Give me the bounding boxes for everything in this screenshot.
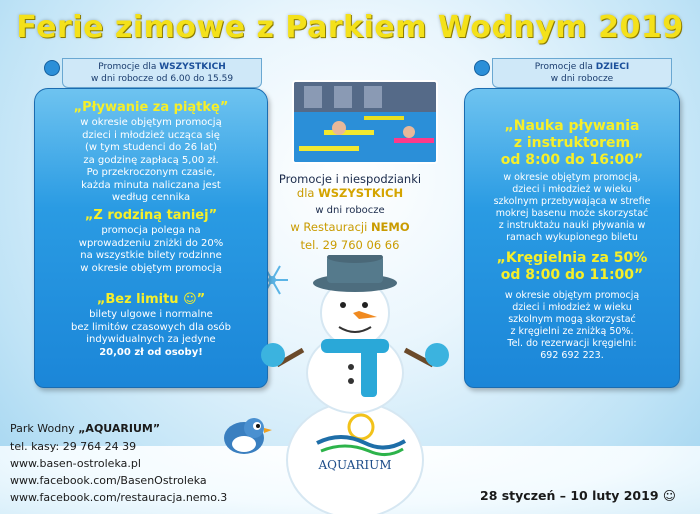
left-scroll-header [62,58,262,88]
text-line: z kręgielni ze zniżką 50%. [510,326,634,337]
right-offer1-text [464,172,680,244]
contact-facebook-nemo[interactable]: www.facebook.com/restauracja.nemo.3 [10,491,228,504]
left-offer3-title: „Bez limitu ☺” [96,292,206,307]
text-line: mokrej basenu może skorzystać [495,208,649,219]
text-line: szkolnym mogą skorzystać [508,314,636,325]
text-line: dzieci i młodzież ucząca się [82,129,220,141]
contact-name-bold: „AQUARIUM” [78,422,161,435]
text-line: dzieci i młodzież w wieku [512,184,632,195]
title-line: z instruktorem [513,135,631,151]
text-line: Po przekroczonym czasie, [86,167,216,178]
snowman-illustration [255,255,455,514]
text-line: dzieci i młodzież w wieku [512,302,632,313]
poster-title: Ferie zimowe z Parkiem Wodnym 2019 [16,10,684,45]
text-line: 20,00 zł od osoby! [99,346,203,358]
text-line: w okresie objętym promocją [80,117,222,128]
text-line: ramach wykupionego biletu [506,232,638,243]
center-line2-bold: WSZYSTKICH [318,186,404,200]
left-offer2-text [34,225,268,275]
bird-illustration [216,410,272,460]
left-head-label: Promocje dla [98,62,160,72]
left-head-hours: w dni robocze od 6.00 do 15.59 [90,74,234,84]
contact-facebook-basen[interactable]: www.facebook.com/BasenOstroleka [10,474,207,487]
text-line: Tel. do rezerwacji kręgielni: [507,338,637,349]
center-line2-pre: dla [296,186,319,200]
center-line4-pre: w Restauracji [290,220,371,234]
text-line: bilety ulgowe i normalne [89,309,213,320]
scroll-roll [474,60,490,76]
text-line: w okresie objętym promocją [80,262,222,274]
left-head-audience: WSZYSTKICH [159,62,226,72]
pool-photo [292,80,438,164]
left-offer1-text [34,117,268,205]
contact-website[interactable]: www.basen-ostroleka.pl [10,457,141,470]
right-offer1-title [464,118,680,169]
right-offer2-title [464,250,680,284]
text-line: 692 692 223. [540,350,604,361]
text-line: na wszystkie bilety rodzinne [80,250,222,261]
text-line: w okresie objętym promocją [504,290,640,301]
right-head-hours: w dni robocze [550,74,614,84]
text-line: za godzinę zapłacą 5,00 zł. [83,154,219,166]
contact-phone: tel. kasy: 29 764 24 39 [10,440,137,453]
center-line1: Promocje i niespodzianki [278,172,422,186]
title-line: od 8:00 do 11:00” [500,267,644,283]
text-line: każda minuta naliczana jest [81,179,221,191]
text-line: (w tym studenci do 26 lat) [84,142,218,153]
right-offer2-text [464,290,680,362]
right-scroll-header [492,58,672,88]
right-head-label: Promocje dla [534,62,596,72]
scroll-roll [44,60,60,76]
left-offer3-text [34,309,268,359]
center-line4-bold: NEMO [370,220,410,234]
right-head-audience: DZIECI [595,62,630,72]
title-line: „Nauka pływania [504,118,640,134]
text-line: w okresie objętym promocją, [503,172,641,183]
promotion-dates: 28 styczeń – 10 luty 2019 ☺ [480,488,676,503]
contact-name-pre: Park Wodny [10,422,79,435]
left-offer2-title: „Z rodziną taniej” [84,208,218,223]
center-phone: tel. 29 760 06 66 [300,238,400,252]
center-line2 [250,186,450,200]
title-line: „Kręgielnia za 50% [496,250,648,266]
text-line: promocja polega na [101,225,201,236]
text-line: z instruktażu nauki pływania w [498,220,646,231]
text-line: indywidualnych za jedyne [86,334,216,345]
title-line: od 8:00 do 16:00” [500,152,644,168]
pool-scene-image [294,82,438,164]
logo-text: AQUARIUM [318,458,392,472]
left-offer1-title: „Pływanie za piątkę” [73,100,229,115]
center-line4 [250,220,450,234]
text-line: szkolnym przebywająca w strefie [493,196,651,207]
contact-name [10,422,160,435]
center-line3: w dni robocze [315,205,385,216]
text-line: bez limitów czasowych dla osób [71,321,231,333]
text-line: według cennika [111,192,191,203]
text-line: wprowadzeniu zniżki do 20% [78,237,224,249]
